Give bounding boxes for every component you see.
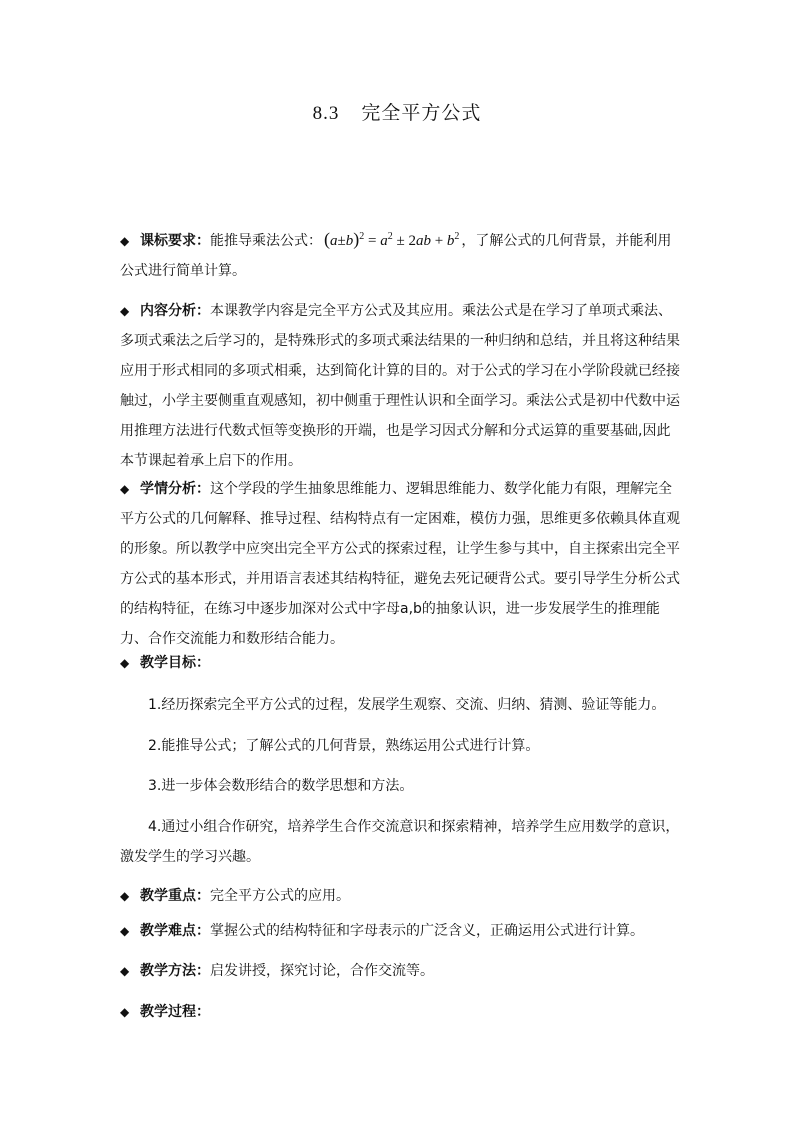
section-content-analysis xyxy=(120,296,680,476)
objective-item: 1.经历探索完全平方公式的过程，发展学生观察、交流、归纳、猜测、验证等能力。 xyxy=(148,697,666,713)
section-label: 教学方法： xyxy=(140,963,210,979)
diamond-bullet-icon: ◆ xyxy=(120,924,130,938)
section-text-after: ，了解公式的几何背景，并能利用公式进行简单计算。 xyxy=(120,233,672,279)
section-label: 教学过程： xyxy=(140,1004,210,1020)
title-text: 完全平方公式 xyxy=(361,102,482,124)
page-title xyxy=(0,98,794,125)
diamond-bullet-icon: ◆ xyxy=(120,304,130,318)
section-number: 8.3 xyxy=(312,103,340,124)
diamond-bullet-icon: ◆ xyxy=(120,964,130,978)
diamond-bullet-icon: ◆ xyxy=(120,1005,130,1019)
section-standard xyxy=(120,224,680,286)
diamond-bullet-icon: ◆ xyxy=(120,889,130,903)
objective-item: 3.进一步体会数形结合的数学思想和方法。 xyxy=(148,778,414,794)
section-text: 完全平方公式的应用。 xyxy=(210,888,350,904)
section-label: 教学难点： xyxy=(140,923,210,939)
section-objectives xyxy=(120,648,680,678)
section-text: 这个学段的学生抽象思维能力、逻辑思维能力、数学化能力有限，理解完全平方公式的几何解释、推导过程、结构特点有一定困难，模仿力强，思维更多依赖具体直观的形象。所以教学中应突出完全平方公式的探索过程，让学生参与其中，自主探索出完全平方公式的基本形式，并用语言表述其结构特征，避免去死记硬背公式。要引导学生分析公式的结构特征，在练习中逐步加深对公式中字母a,b的抽象认识，进一步发展学生的推理能力、合作交流能力和数形结合能力。 xyxy=(120,481,680,647)
section-label: 课标要求： xyxy=(140,233,210,249)
section-text: 掌握公式的结构特征和字母表示的广泛含义，正确运用公式进行计算。 xyxy=(210,923,644,939)
section-key-point xyxy=(120,881,680,911)
diamond-bullet-icon: ◆ xyxy=(120,656,130,670)
diamond-bullet-icon: ◆ xyxy=(120,234,130,248)
square-formula: $(a\pm b)^2 = a^2 \pm 2ab + b^2$ xyxy=(324,229,460,249)
section-label: 教学重点： xyxy=(140,888,210,904)
section-label: 教学目标： xyxy=(140,655,210,671)
section-text: 能推导乘法公式： xyxy=(210,233,322,249)
objective-item: 4.通过小组合作研究，培养学生合作交流意识和探索精神，培养学生应用数学的意识，激发学生的学习兴趣。 xyxy=(120,819,680,865)
diamond-bullet-icon: ◆ xyxy=(120,482,130,496)
section-difficulty xyxy=(120,916,680,946)
section-method xyxy=(120,956,680,986)
section-process xyxy=(120,997,680,1027)
section-student-analysis xyxy=(120,474,680,654)
section-label: 内容分析： xyxy=(140,303,210,319)
section-label: 学情分析： xyxy=(140,481,210,497)
section-text: 启发讲授，探究讨论，合作交流等。 xyxy=(210,963,434,979)
objective-item: 2.能推导公式；了解公式的几何背景，熟练运用公式进行计算。 xyxy=(148,738,540,754)
section-text: 本课教学内容是完全平方公式及其应用。乘法公式是在学习了单项式乘法、多项式乘法之后学习的，是特殊形式的多项式乘法结果的一种归纳和总结，并且将这种结果应用于形式相同的多项式相乘，达到简化计算的目的。对于公式的学习在小学阶段就已经接触过，小学主要侧重直观感知，初中侧重于理性认识和全面学习。乘法公式是初中代数中运用推理方法进行代数式恒等变换形的开端，也是学习因式分解和分式运算的重要基础,因此本节课起着承上启下的作用。 xyxy=(120,303,680,469)
